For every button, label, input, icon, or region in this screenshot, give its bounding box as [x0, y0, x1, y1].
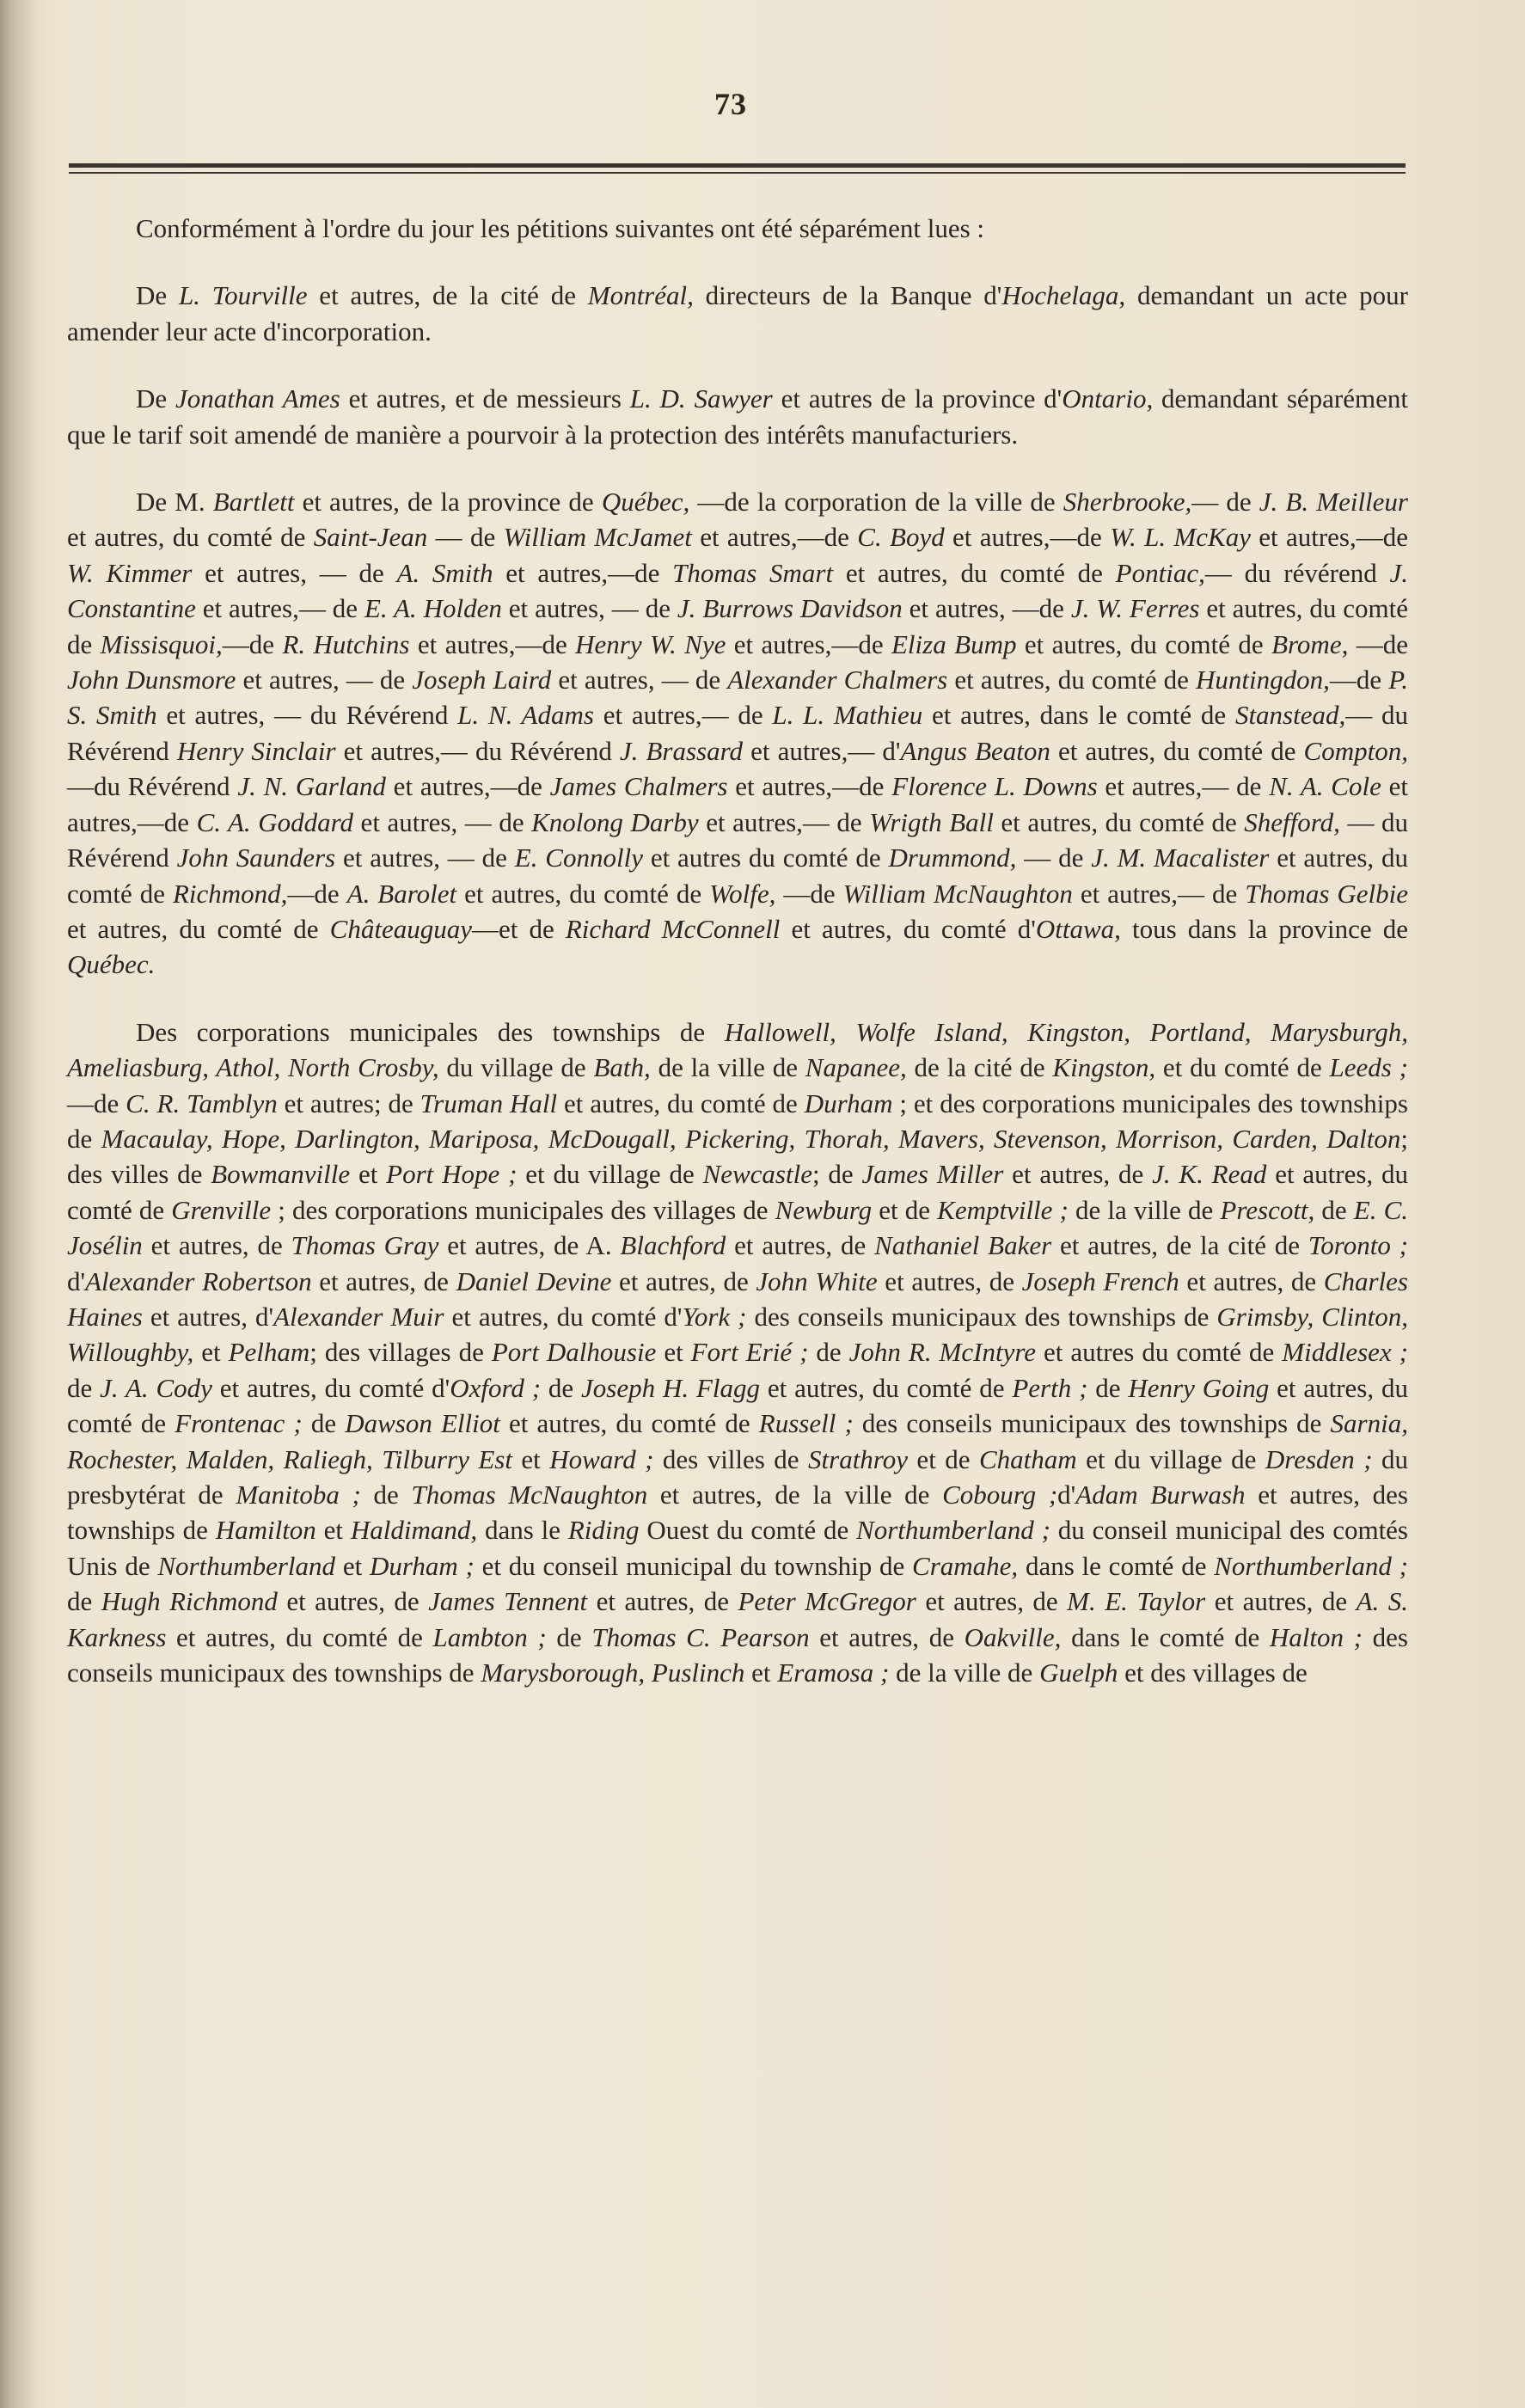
text-run: et autres, du comté de: [67, 842, 1409, 909]
italic-name-run: P. S. Smith: [67, 665, 1408, 731]
italic-name-run: J. W. Ferres: [1070, 593, 1200, 624]
italic-name-run: Kingston,: [1052, 1052, 1156, 1083]
text-run: et: [350, 1159, 387, 1190]
text-run: et autres,— de: [593, 700, 773, 731]
text-run: et de: [872, 1194, 938, 1225]
text-run: et autres,—de: [1250, 522, 1408, 553]
italic-name-run: Richard McConnell: [565, 913, 781, 944]
text-run: et autres, du comté d': [211, 1372, 450, 1403]
italic-name-run: Nathaniel Baker: [874, 1230, 1052, 1261]
text-run: et autres, —de: [902, 593, 1071, 624]
italic-name-run: Québec,: [601, 487, 690, 518]
text-run: de: [808, 1337, 849, 1368]
italic-name-run: John Saunders: [176, 842, 336, 873]
text-run: —de: [287, 878, 347, 909]
text-run: et autres, — de: [236, 665, 413, 695]
text-run: du conseil municipal des comtés Unis de: [67, 1515, 1409, 1581]
text-run: et autres du comté de: [642, 842, 889, 873]
italic-name-run: Sherbrooke,: [1063, 487, 1192, 518]
text-run: des conseils municipaux des townships de: [67, 1621, 1408, 1688]
header-rule-thick: [69, 163, 1406, 168]
text-run: et: [315, 1515, 351, 1546]
text-run: et autres,— de: [195, 593, 364, 624]
text-run: et autres, — du Révérend: [156, 700, 458, 731]
italic-name-run: E. A. Holden: [364, 593, 502, 624]
italic-name-run: Pontiac,: [1115, 557, 1205, 588]
text-run: tous dans la province de: [1120, 913, 1409, 944]
text-run: et autres, du comté de: [833, 557, 1116, 588]
italic-name-run: Wrigth Ball: [869, 806, 994, 837]
italic-name-run: Alexander Chalmers: [727, 665, 948, 695]
text-run: et autres, de: [611, 1265, 756, 1296]
italic-name-run: Joseph Laird: [412, 665, 552, 695]
italic-name-run: M. E. Taylor: [1067, 1586, 1206, 1617]
text-run: de: [67, 1372, 101, 1403]
italic-name-run: J. N. Garland: [237, 771, 386, 802]
italic-name-run: Compton,: [1303, 735, 1408, 766]
italic-name-run: Grimsby, Clinton, Willoughby,: [67, 1301, 1408, 1368]
italic-name-run: Durham ;: [369, 1550, 475, 1581]
italic-name-run: C. R. Tamblyn: [126, 1088, 278, 1118]
text-run: et du village de: [1076, 1443, 1265, 1474]
italic-name-run: Québec.: [67, 949, 156, 980]
text-run: et: [656, 1337, 691, 1368]
italic-name-run: N. A. Cole: [1269, 771, 1381, 802]
italic-name-run: Thomas Smart: [672, 557, 834, 588]
italic-name-run: James Chalmers: [549, 771, 728, 802]
italic-name-run: W. L. McKay: [1110, 522, 1251, 553]
text-run: —de: [775, 878, 843, 909]
text-run: et autres,—de: [493, 557, 673, 588]
text-run: et autres, de la province de: [294, 487, 602, 518]
text-run: et autres, de: [809, 1621, 965, 1652]
text-run: et de: [907, 1443, 979, 1474]
italic-name-run: Leeds ;: [1329, 1052, 1408, 1083]
italic-name-run: W. Kimmer: [67, 557, 193, 588]
text-run: demandant séparément que le tarif soit amendé de manière a pourvoir à la protection des intérêts manufacturiers.: [67, 383, 1409, 450]
italic-name-run: John Dunsmore: [67, 665, 236, 695]
text-run: et autres,— du Révérend: [335, 735, 620, 766]
text-run: et autres,—de: [691, 522, 858, 553]
text-run: — du Révérend: [67, 700, 1409, 766]
italic-name-run: J. K. Read: [1152, 1159, 1267, 1190]
italic-name-run: Newcastle: [702, 1159, 812, 1190]
italic-name-run: C. A. Goddard: [196, 806, 354, 837]
text-run: et autres,— de: [698, 806, 870, 837]
page-binding-shadow: [0, 0, 34, 2408]
text-run: et: [511, 1443, 550, 1474]
italic-name-run: Henry Going: [1128, 1372, 1270, 1403]
text-run: et autres, de: [1205, 1586, 1357, 1617]
italic-name-run: Prescott,: [1220, 1194, 1315, 1225]
text-run: et autres,— de: [1097, 771, 1270, 802]
italic-name-run: James Miller: [861, 1159, 1004, 1190]
italic-name-run: Châteauguay: [329, 913, 472, 944]
text-run: De M.: [136, 487, 213, 518]
text-run: dans le comté de: [1018, 1550, 1215, 1581]
italic-name-run: L. L. Mathieu: [772, 700, 923, 731]
text-run: et: [193, 1337, 229, 1368]
italic-name-run: Cobourg ;: [942, 1480, 1058, 1510]
italic-name-run: Eliza Bump: [891, 628, 1017, 659]
text-run: de la ville de: [1068, 1194, 1221, 1225]
text-run: De: [136, 280, 179, 311]
text-run: du village de: [438, 1052, 594, 1083]
italic-name-run: L. Tourville: [178, 280, 308, 311]
italic-name-run: James Tennent: [428, 1586, 588, 1617]
italic-name-run: Huntingdon,: [1196, 665, 1330, 695]
text-run: et autres, du comté d': [444, 1301, 683, 1332]
text-run: et autres, de: [877, 1265, 1022, 1296]
italic-name-run: Sarnia, Rochester, Malden, Raliegh, Tilburry Est: [67, 1408, 1408, 1474]
italic-name-run: Haldimand,: [350, 1515, 478, 1546]
text-run: Des corporations municipales des townships de: [136, 1016, 725, 1047]
italic-name-run: Alexander Robertson: [85, 1265, 312, 1296]
italic-name-run: Hugh Richmond: [101, 1586, 278, 1617]
intro-paragraph: Conformément à l'ordre du jour les pétitions suivantes ont été séparément lues :: [136, 213, 985, 243]
italic-name-run: Joseph H. Flagg: [581, 1372, 761, 1403]
header-rule-thin: [69, 172, 1406, 174]
text-run: — de: [427, 522, 504, 553]
italic-name-run: Henry Sinclair: [176, 735, 336, 766]
petition-paragraph-1: [67, 278, 1408, 349]
italic-name-run: J. Constantine: [67, 557, 1408, 624]
text-run: et autres; de: [277, 1088, 420, 1118]
italic-name-run: E. Connolly: [514, 842, 643, 873]
italic-name-run: J. Brassard: [619, 735, 744, 766]
italic-name-run: Napanee,: [805, 1052, 907, 1083]
italic-name-run: Strathroy: [808, 1443, 908, 1474]
text-run: et autres,—de: [409, 628, 576, 659]
italic-name-run: Thomas Gelbie: [1245, 878, 1408, 909]
petition-paragraph-3: [67, 484, 1408, 983]
page-number: 73: [714, 87, 747, 121]
italic-name-run: J. B. Meilleur: [1259, 487, 1408, 518]
italic-name-run: Chatham: [978, 1443, 1077, 1474]
text-run: et autres, de: [277, 1586, 429, 1617]
text-run: Ouest du comté de: [639, 1515, 857, 1546]
italic-name-run: Oakville,: [964, 1621, 1062, 1652]
text-run: —de: [1348, 628, 1408, 659]
text-run: du presbytérat de: [67, 1443, 1408, 1510]
italic-name-run: Thomas McNaughton: [411, 1480, 648, 1510]
italic-name-run: E. C. Josélin: [67, 1194, 1408, 1261]
text-run: et autres, du comté de: [67, 522, 314, 553]
text-run: dans le comté de: [1061, 1621, 1270, 1652]
italic-name-run: Fort Erié ;: [690, 1337, 809, 1368]
text-run: ; de: [811, 1159, 862, 1190]
italic-name-run: Bath,: [593, 1052, 651, 1083]
italic-name-run: A. S. Karkness: [67, 1586, 1408, 1652]
text-run: et autres, du comté de: [499, 1408, 759, 1439]
text-run: et autres, du comté de: [166, 1621, 433, 1652]
text-run: et autres,—de: [944, 522, 1111, 553]
italic-name-run: Hallowell, Wolfe Island, Kingston, Portland, Marysburgh, Ameliasburg, Athol, North Crosby,: [67, 1016, 1408, 1083]
text-run: et du village de: [517, 1159, 703, 1190]
text-run: de: [360, 1480, 412, 1510]
italic-name-run: Charles Haines: [67, 1265, 1408, 1332]
text-run: et autres,—de: [727, 771, 892, 802]
italic-name-run: Frontenac ;: [175, 1408, 303, 1439]
italic-name-run: Halton ;: [1269, 1621, 1363, 1652]
text-run: et autres, du comté de: [67, 1159, 1408, 1225]
italic-name-run: Eramosa ;: [777, 1657, 890, 1688]
italic-name-run: J. A. Cody: [100, 1372, 212, 1403]
italic-name-run: Dresden ;: [1265, 1443, 1373, 1474]
body-text: [67, 211, 1408, 1722]
italic-name-run: Port Hope ;: [386, 1159, 518, 1190]
italic-name-run: Guelph: [1039, 1657, 1118, 1688]
text-run: et autres, — de: [192, 557, 397, 588]
italic-name-run: William McNaughton: [842, 878, 1073, 909]
italic-name-run: Joseph French: [1021, 1265, 1179, 1296]
italic-name-run: John White: [756, 1265, 878, 1296]
text-run: et autres,—de: [726, 628, 891, 659]
text-run: —de la corporation de la ville de: [689, 487, 1063, 518]
text-run: —de: [222, 628, 283, 659]
text-run: et autres, et de messieurs: [340, 383, 630, 414]
text-run: ; des corporations municipales des villages de: [271, 1194, 775, 1225]
italic-name-run: L. D. Sawyer: [629, 383, 773, 414]
text-run: et autres de la province d': [772, 383, 1063, 414]
text-run: ; des villes de: [67, 1123, 1408, 1190]
italic-name-run: Wolfe,: [709, 878, 776, 909]
text-run: et autres, de: [1003, 1159, 1153, 1190]
italic-name-run: Northumberland ;: [1214, 1550, 1408, 1581]
petition-paragraph-2: [67, 381, 1408, 452]
italic-name-run: Hamilton: [215, 1515, 316, 1546]
italic-name-run: Henry W. Nye: [575, 628, 726, 659]
text-run: de: [546, 1621, 592, 1652]
italic-name-run: Bowmanville: [211, 1159, 351, 1190]
italic-name-run: Alexander Muir: [273, 1301, 444, 1332]
text-run: et autres, d': [142, 1301, 274, 1332]
italic-name-run: Pelham: [228, 1337, 310, 1368]
text-run: et autres, — de: [551, 665, 728, 695]
text-run: des villes de: [653, 1443, 809, 1474]
text-run: et autres, du comté de: [760, 1372, 1013, 1403]
italic-name-run: Adam Burwash: [1075, 1480, 1246, 1510]
text-run: et autres, de: [726, 1230, 875, 1261]
text-run: et autres, du comté de: [947, 665, 1197, 695]
text-run: d': [67, 1265, 86, 1296]
text-run: de la ville de: [889, 1657, 1040, 1688]
text-run: et autres, dans le comté de: [922, 700, 1235, 731]
italic-name-run: Ottawa,: [1035, 913, 1121, 944]
italic-name-run: Stanstead,: [1234, 700, 1346, 731]
text-run: et autres, — de: [335, 842, 515, 873]
text-run: et autres, du comté de: [67, 593, 1408, 659]
italic-name-run: Russell ;: [758, 1408, 854, 1439]
text-run: de: [67, 1586, 101, 1617]
italic-name-run: A. Barolet: [346, 878, 457, 909]
text-run: demandant un acte pour amender leur acte d'incorporation.: [67, 280, 1408, 346]
text-run: — du révérend: [1204, 557, 1390, 588]
text-run: de: [541, 1372, 582, 1403]
italic-name-run: Thomas Gray: [291, 1230, 439, 1261]
italic-name-run: J. M. Macalister: [1091, 842, 1270, 873]
italic-name-run: Jonathan Ames: [175, 383, 340, 414]
text-run: —de: [1329, 665, 1389, 695]
text-run: —du Révérend: [67, 771, 238, 802]
italic-name-run: William McJamet: [503, 522, 692, 553]
text-run: et des villages de: [1118, 1657, 1308, 1688]
italic-name-run: Bartlett: [212, 487, 295, 518]
italic-name-run: Montréal,: [587, 280, 694, 311]
italic-name-run: R. Hutchins: [282, 628, 410, 659]
italic-name-run: J. Burrows Davidson: [677, 593, 903, 624]
text-run: —de: [67, 1088, 126, 1118]
text-run: des conseils municipaux des townships de: [853, 1408, 1331, 1439]
text-run: et du conseil municipal du township de: [474, 1550, 913, 1581]
italic-name-run: York ;: [682, 1301, 747, 1332]
italic-name-run: C. Boyd: [857, 522, 945, 553]
text-run: et autres, de la ville de: [647, 1480, 943, 1510]
petition-paragraph-4: [67, 1014, 1408, 1691]
text-run: et autres, du comté de: [67, 1372, 1408, 1439]
italic-name-run: Durham: [804, 1088, 893, 1118]
italic-name-run: Saint-Jean: [313, 522, 428, 553]
italic-name-run: Macaulay, Hope, Darlington, Mariposa, McDougall, Pickering, Thorah, Mavers, Stevenson, Morrison, Carden, Dalton: [101, 1123, 1401, 1154]
italic-name-run: Marysborough, Puslinch: [481, 1657, 745, 1688]
italic-name-run: L. N. Adams: [457, 700, 594, 731]
text-run: et autres,— de: [1072, 878, 1246, 909]
text-run: et autres, de: [916, 1586, 1068, 1617]
italic-name-run: Middlesex ;: [1282, 1337, 1408, 1368]
text-run: et: [744, 1657, 778, 1688]
text-run: des conseils municipaux des townships de: [746, 1301, 1217, 1332]
text-run: De: [136, 383, 175, 414]
italic-name-run: Northumberland ;: [856, 1515, 1050, 1546]
italic-name-run: Missisquoi,: [100, 628, 223, 659]
text-run: de: [1087, 1372, 1129, 1403]
italic-name-run: Brome,: [1271, 628, 1349, 659]
italic-name-run: Truman Hall: [420, 1088, 558, 1118]
italic-name-run: Perth ;: [1012, 1372, 1088, 1403]
text-run: et autres, du comté d': [780, 913, 1036, 944]
text-run: et autres, de la cité de: [307, 280, 588, 311]
text-run: et autres, — de: [501, 593, 677, 624]
text-run: et du comté de: [1155, 1052, 1330, 1083]
italic-name-run: Blachford: [620, 1230, 726, 1261]
italic-name-run: Toronto ;: [1308, 1230, 1408, 1261]
italic-name-run: Richmond,: [172, 878, 288, 909]
italic-name-run: Knolong Darby: [531, 806, 699, 837]
text-run: ; des villages de: [309, 1337, 492, 1368]
italic-name-run: Hochelaga,: [1001, 280, 1126, 311]
italic-name-run: Howard ;: [549, 1443, 654, 1474]
italic-name-run: Dawson Elliot: [345, 1408, 500, 1439]
italic-name-run: Thomas C. Pearson: [591, 1621, 810, 1652]
text-run: et autres, du comté de: [1050, 735, 1304, 766]
text-run: — de: [1016, 842, 1092, 873]
italic-name-run: Lambton ;: [432, 1621, 547, 1652]
italic-name-run: Daniel Devine: [456, 1265, 612, 1296]
text-run: et autres, de: [587, 1586, 738, 1617]
italic-name-run: Angus Beaton: [900, 735, 1050, 766]
text-run: et autres, du comté de: [456, 878, 710, 909]
italic-name-run: A. Smith: [396, 557, 493, 588]
italic-name-run: John R. McIntyre: [848, 1337, 1037, 1368]
italic-name-run: Ontario,: [1062, 383, 1154, 414]
text-run: et autres, du comté de: [557, 1088, 805, 1118]
italic-name-run: Cramahe,: [912, 1550, 1019, 1581]
text-run: et autres,—de: [385, 771, 550, 802]
italic-name-run: Grenville: [171, 1194, 272, 1225]
text-run: directeurs de la Banque d': [693, 280, 1002, 311]
text-run: et autres, de: [142, 1230, 291, 1261]
text-run: d': [1057, 1480, 1076, 1510]
text-run: et autres,—de: [67, 771, 1409, 837]
text-run: et autres, du comté de: [67, 913, 330, 944]
text-run: de: [302, 1408, 346, 1439]
text-run: et: [335, 1550, 370, 1581]
italic-name-run: Port Dalhousie: [491, 1337, 657, 1368]
text-run: et autres,— d': [743, 735, 901, 766]
text-run: et autres, du comté de: [1016, 628, 1272, 659]
text-run: et autres, de A.: [438, 1230, 621, 1261]
text-run: ; et des corporations municipales des townships de: [67, 1088, 1408, 1154]
italic-name-run: Oxford ;: [450, 1372, 542, 1403]
italic-name-run: Newburg: [775, 1194, 873, 1225]
italic-name-run: Northumberland: [157, 1550, 336, 1581]
italic-name-run: Peter McGregor: [738, 1586, 916, 1617]
text-run: et autres du comté de: [1036, 1337, 1283, 1368]
text-run: et autres, de: [311, 1265, 456, 1296]
text-run: et autres, de la cité de: [1051, 1230, 1308, 1261]
italic-name-run: Riding: [567, 1515, 640, 1546]
text-run: et autres, — de: [353, 806, 532, 837]
text-run: de: [1314, 1194, 1354, 1225]
italic-name-run: Kemptville ;: [937, 1194, 1069, 1225]
text-run: et autres, du comté de: [993, 806, 1245, 837]
text-run: dans le: [477, 1515, 568, 1546]
text-run: de la cité de: [906, 1052, 1053, 1083]
text-run: et autres, de: [1179, 1265, 1324, 1296]
text-run: — de: [1191, 487, 1259, 518]
text-run: et autres, des townships de: [67, 1480, 1408, 1546]
text-run: de la ville de: [650, 1052, 805, 1083]
italic-name-run: Shefford,: [1244, 806, 1340, 837]
italic-name-run: Drummond,: [888, 842, 1017, 873]
text-run: — du Révérend: [67, 806, 1409, 873]
italic-name-run: Florence L. Downs: [891, 771, 1098, 802]
text-run: —et de: [471, 913, 566, 944]
italic-name-run: Manitoba ;: [236, 1480, 361, 1510]
